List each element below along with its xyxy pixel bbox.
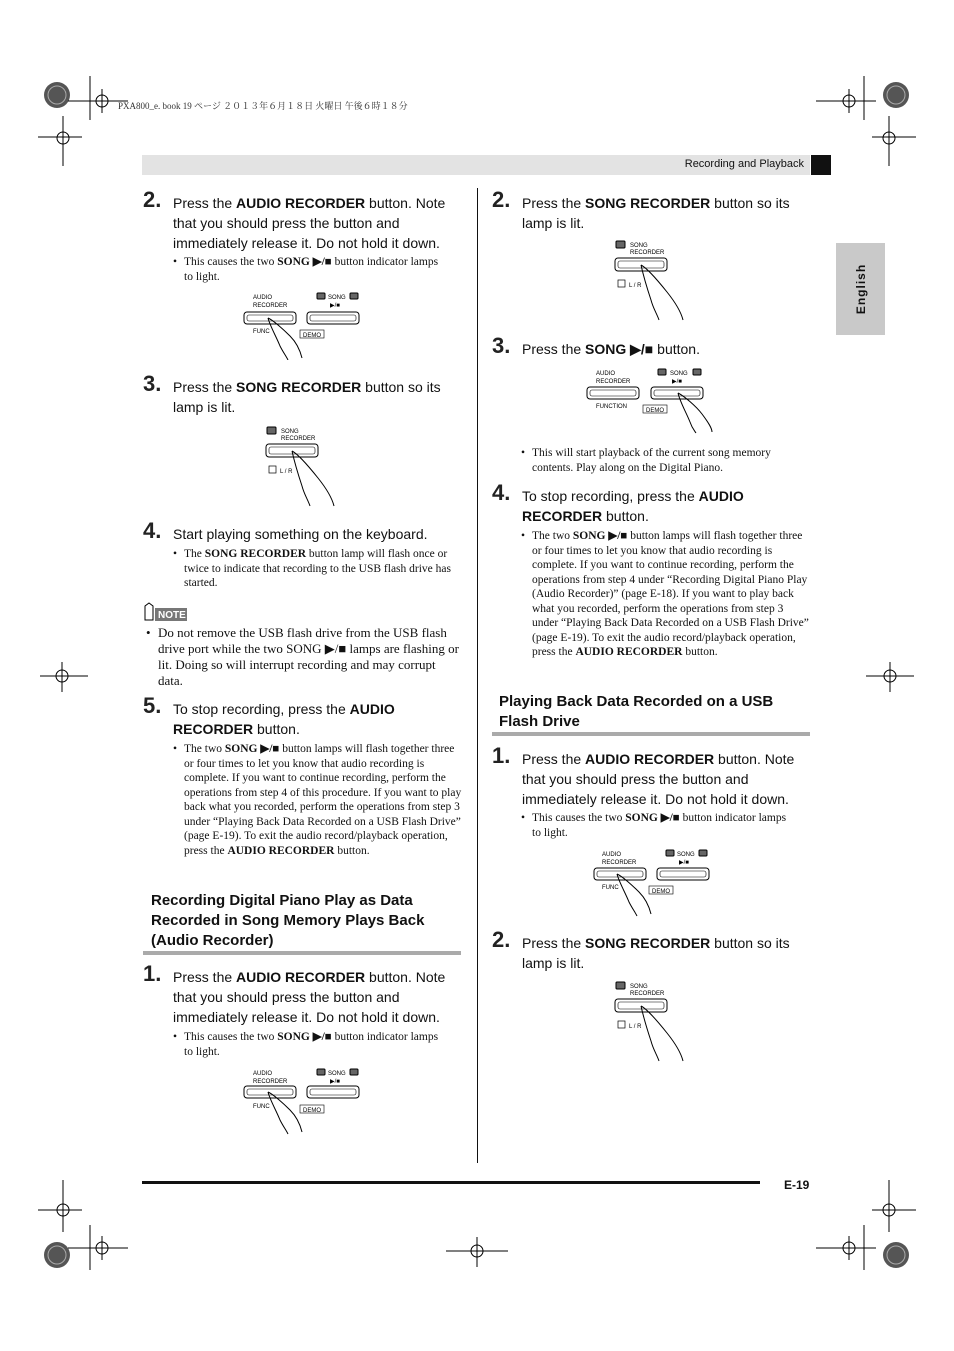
diagram-label-recorder: RECORDER xyxy=(630,991,665,997)
step-text-bold: AUDIO RECORDER xyxy=(236,195,366,211)
bullet-text: The two xyxy=(532,530,573,542)
bullet-text: button indicator lamps to light. xyxy=(184,256,439,283)
step-text: button. Note that you should press the button and immediately release it. Do not hold it down. xyxy=(173,195,446,251)
step-text: button. xyxy=(653,341,700,357)
diagram-label-play-stop: ▶/■ xyxy=(330,303,340,309)
step-text: Press the xyxy=(522,935,586,951)
step-number: 4. xyxy=(492,480,511,505)
step-number: 4. xyxy=(143,518,162,543)
step-number: 2. xyxy=(143,187,162,212)
diagram-label-song: SONG xyxy=(677,852,695,858)
bullet-text: This causes the two xyxy=(184,1031,278,1043)
step-text-bold: AUDIO RECORDER xyxy=(173,701,395,737)
diagram-label-audio: AUDIO xyxy=(253,1071,273,1077)
left-step-3 xyxy=(143,371,458,417)
language-tab-label: English xyxy=(853,263,868,315)
diagram-label-song: SONG xyxy=(328,1071,346,1077)
diagram-label-recorder: RECORDER xyxy=(253,303,288,309)
step-number: 2. xyxy=(492,927,511,952)
left-section-step-1-bullet xyxy=(184,1030,449,1059)
audio-recorder-press-diagram xyxy=(240,1066,365,1136)
diagram-label-play-stop: ▶/■ xyxy=(679,860,689,866)
diagram-label-demo: DEMO xyxy=(652,889,670,895)
diagram-label-recorder: RECORDER xyxy=(281,436,316,442)
diagram-label-demo: DEMO xyxy=(646,408,664,414)
diagram-label-song: SONG xyxy=(281,429,299,435)
step-number: 5. xyxy=(143,693,162,718)
diagram-label-audio: AUDIO xyxy=(596,371,616,377)
diagram-label-function: FUNCTION xyxy=(596,404,627,410)
step-number: 3. xyxy=(143,371,162,396)
diagram-label-recorder: RECORDER xyxy=(253,1079,288,1085)
bullet-text: button lamps will flash together three or four times to let you know that audio recording is complete. If you want to continue recording, perform the operations from step 4 of this procedure. If you want to play back what you recorded, perform the operations from step 3 under “Playing Back Data Recorded on a USB Flash Drive” (page E-19). To exit the audio record/playback operation, press the xyxy=(184,743,462,857)
right-section-step-1-bullet xyxy=(532,811,797,840)
bullet-text: button. xyxy=(682,646,718,658)
step-text: button. xyxy=(253,721,300,737)
page-header-title: Recording and Playback xyxy=(684,158,804,170)
language-tab xyxy=(836,243,885,335)
diagram-label-func: FUNC xyxy=(253,329,270,335)
step-text: button. Note that you should press the button and immediately release it. Do not hold it down. xyxy=(173,969,446,1025)
left-step-2 xyxy=(143,187,458,253)
diagram-label-func: FUNC xyxy=(253,1104,270,1110)
step-text: Press the xyxy=(173,195,237,211)
registration-mark-bottom-center xyxy=(446,1237,508,1267)
right-step-4 xyxy=(492,480,802,526)
bullet-text: This causes the two xyxy=(184,256,278,268)
registration-mark-mid-right xyxy=(866,662,914,692)
diagram-label-play-stop: ▶/■ xyxy=(672,379,682,385)
header-block xyxy=(811,155,831,175)
bullet-text: button indicator lamps to light. xyxy=(532,812,787,839)
left-step-5 xyxy=(143,693,458,739)
diagram-label-lr: L / R xyxy=(629,1024,642,1030)
left-section-step-1 xyxy=(143,961,458,1027)
step-text-bold: SONG RECORDER xyxy=(585,935,711,951)
registration-mark-bottom-left xyxy=(38,1175,148,1270)
page-number: E-19 xyxy=(784,1178,810,1192)
bullet-text-bold: AUDIO RECORDER xyxy=(227,844,335,857)
registration-mark-top-right xyxy=(816,76,926,171)
bullet-text: This causes the two xyxy=(532,812,626,824)
diagram-label-recorder: RECORDER xyxy=(630,250,665,256)
bullet-text: button lamp will flash once or twice to indicate that recording to the USB flash drive has started. xyxy=(184,548,451,589)
step-text: Press the xyxy=(522,341,586,357)
column-divider xyxy=(477,188,478,1163)
right-step-4-bullet xyxy=(532,529,812,660)
bullet-text-bold: SONG RECORDER xyxy=(204,548,307,560)
bullet-text-bold: SONG ▶/■ xyxy=(224,743,280,755)
diagram-label-audio: AUDIO xyxy=(253,295,273,301)
step-number: 3. xyxy=(492,333,511,358)
step-text: Press the xyxy=(173,379,237,395)
diagram-label-demo: DEMO xyxy=(303,333,321,339)
bullet-text: button indicator lamps to light. xyxy=(184,1031,439,1058)
bullet-text-bold: SONG ▶/■ xyxy=(277,256,332,268)
diagram-label-recorder: RECORDER xyxy=(602,860,637,866)
step-text: button so its lamp is lit. xyxy=(173,379,441,415)
step-text: Press the xyxy=(522,751,586,767)
bullet-text: The two xyxy=(184,743,225,755)
step-text: To stop recording, press the xyxy=(173,701,350,717)
registration-mark-mid-left xyxy=(40,662,88,692)
diagram-label-audio: AUDIO xyxy=(602,852,622,858)
audio-recorder-press-diagram xyxy=(590,847,715,917)
left-step-5-bullet xyxy=(184,742,462,858)
book-info: PXA800_e. book 19 ページ ２０１３年６月１８日 火曜日 午後６時１８分 xyxy=(118,101,408,111)
note-icon xyxy=(142,602,190,627)
step-text-bold: SONG RECORDER xyxy=(585,195,711,211)
diagram-label-lr: L / R xyxy=(629,283,642,289)
diagram-label-song: SONG xyxy=(630,243,648,249)
step-text: Press the xyxy=(173,969,237,985)
bullet-text-bold: SONG ▶/■ xyxy=(625,812,680,824)
section-rule xyxy=(492,732,810,736)
right-step-3-bullet: • This will start playback of the current song memory contents. Play along on the Digital Piano. xyxy=(532,446,810,475)
left-step-4 xyxy=(143,518,458,544)
bullet-text-bold: AUDIO RECORDER xyxy=(575,646,683,658)
section-rule xyxy=(143,951,461,955)
left-step-4-bullet xyxy=(184,547,462,591)
note-label: NOTE xyxy=(158,610,186,621)
step-text-bold: SONG RECORDER xyxy=(236,379,362,395)
step-text-bold: AUDIO RECORDER xyxy=(236,969,366,985)
step-text: button so its lamp is lit. xyxy=(522,195,790,231)
diagram-label-song: SONG xyxy=(328,295,346,301)
diagram-label-recorder: RECORDER xyxy=(596,379,631,385)
step-text: Press the xyxy=(522,195,586,211)
step-text-bold: AUDIO RECORDER xyxy=(585,751,715,767)
step-text: button. Note that you should press the button and immediately release it. Do not hold it down. xyxy=(522,751,795,807)
step-text: button. xyxy=(602,508,649,524)
step-text: button so its lamp is lit. xyxy=(522,935,790,971)
diagram-label-song: SONG xyxy=(630,984,648,990)
right-step-2 xyxy=(492,187,802,233)
bullet-text: button lamps will flash together three or four times to let you know that audio recording is complete. If you want to continue recording, perform the operations from step 4 under “Recording Digital Piano Play (Audio Recorder)” (page E-18). If you want to play back what you recorded, perform the operations from step 3 under “Playing Back Data Recorded on a USB Flash Drive” (page E-19). To exit the audio record/playback operation, press the xyxy=(532,530,809,658)
registration-mark-bottom-right xyxy=(816,1175,926,1270)
registration-mark-top-left xyxy=(38,76,148,171)
song-play-stop-press-diagram xyxy=(584,366,719,434)
note-bullet: • Do not remove the USB flash drive from the USB flash drive port while the two SONG ▶/■ lamps are flashing or lit. Doing so will interrupt recording and may corrupt data. xyxy=(158,625,460,689)
section-heading-usb-playback: Playing Back Data Recorded on a USB Flash Drive xyxy=(499,693,774,730)
right-step-3 xyxy=(492,333,802,359)
song-recorder-press-diagram xyxy=(611,979,696,1063)
left-step-2-bullet xyxy=(184,255,449,284)
song-recorder-press-diagram xyxy=(262,424,347,508)
bullet-text-bold: SONG ▶/■ xyxy=(572,530,628,542)
step-number: 1. xyxy=(492,743,511,768)
step-text-bold: AUDIO RECORDER xyxy=(522,488,744,524)
bullet-text: button. xyxy=(334,844,370,857)
diagram-label-play-stop: ▶/■ xyxy=(330,1079,340,1085)
section-heading-audio-recorder: Recording Digital Piano Play as Data Recorded in Song Memory Plays Back (Audio Recorder) xyxy=(151,892,425,949)
right-section-step-1 xyxy=(492,743,802,809)
diagram-label-func: FUNC xyxy=(602,885,619,891)
step-text: To stop recording, press the xyxy=(522,488,699,504)
bullet-text: The xyxy=(184,548,205,560)
bullet-text-bold: SONG ▶/■ xyxy=(277,1031,332,1043)
audio-recorder-press-diagram xyxy=(240,290,365,360)
step-text: Start playing something on the keyboard. xyxy=(173,526,428,542)
right-section-step-2 xyxy=(492,927,802,973)
diagram-label-lr: L / R xyxy=(280,469,293,475)
song-recorder-press-diagram xyxy=(611,238,696,322)
step-number: 1. xyxy=(143,961,162,986)
step-number: 2. xyxy=(492,187,511,212)
step-text-bold: SONG ▶/■ xyxy=(585,341,654,357)
diagram-label-song: SONG xyxy=(670,371,688,377)
footer-rule xyxy=(142,1181,760,1184)
diagram-label-demo: DEMO xyxy=(303,1108,321,1114)
